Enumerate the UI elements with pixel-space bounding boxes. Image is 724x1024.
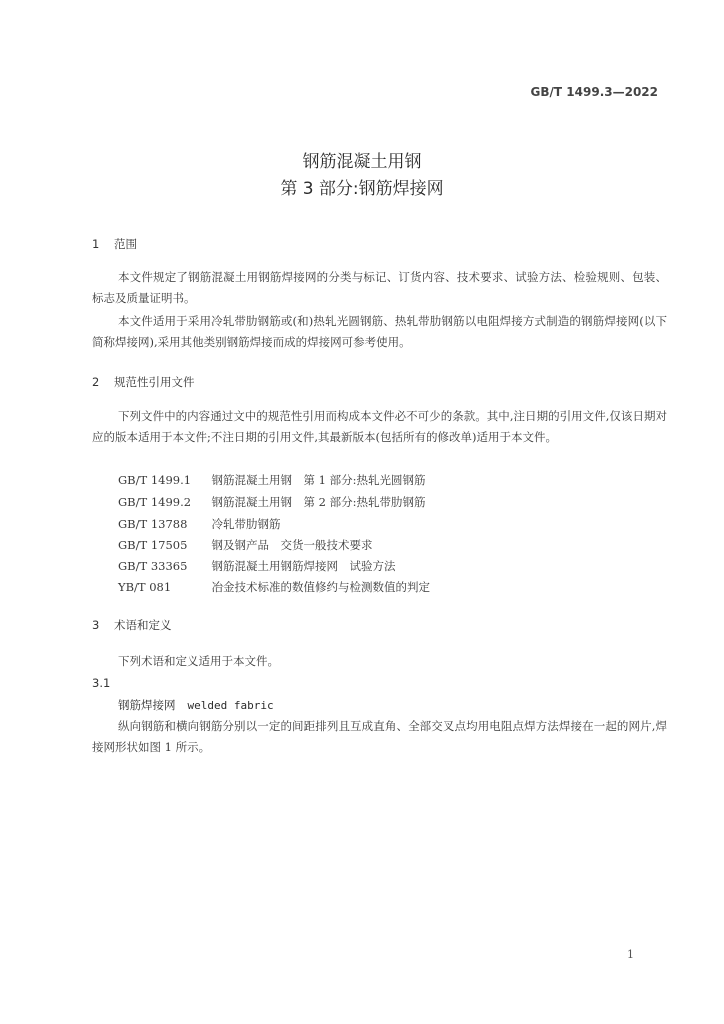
reference-title: 钢筋混凝土用钢 第 2 部分:热轧带肋钢筋 xyxy=(211,495,426,509)
reference-item xyxy=(118,472,426,488)
page-number: 1 xyxy=(627,948,634,961)
reference-item xyxy=(118,579,430,595)
section-2-heading xyxy=(92,374,195,390)
section-1-heading xyxy=(92,236,137,252)
reference-title: 冷轧带肋钢筋 xyxy=(211,517,281,531)
section-3-heading xyxy=(92,617,172,633)
section-title: 范围 xyxy=(114,237,137,251)
section-number: 1 xyxy=(92,237,100,251)
term-entry xyxy=(118,697,274,713)
section-number: 3 xyxy=(92,618,100,632)
reference-item xyxy=(118,558,396,574)
reference-item xyxy=(118,494,426,510)
reference-code: GB/T 1499.2 xyxy=(118,495,192,509)
term-definition: 纵向钢筋和横向钢筋分别以一定的间距排列且互成直角、全部交叉点均用电阻点焊方法焊接在一起的网片,焊接网形状如图 1 所示。 xyxy=(92,719,667,754)
reference-code: GB/T 33365 xyxy=(118,559,188,573)
reference-code: GB/T 17505 xyxy=(118,538,188,552)
term-name-cn: 钢筋焊接网 xyxy=(118,698,176,712)
reference-code: YB/T 081 xyxy=(118,580,172,594)
section-title: 规范性引用文件 xyxy=(114,375,195,389)
reference-item xyxy=(118,516,281,532)
term-name-en: welded fabric xyxy=(187,699,274,712)
terms-intro-paragraph: 下列术语和定义适用于本文件。 xyxy=(118,654,279,668)
reference-title: 冶金技术标准的数值修约与检测数值的判定 xyxy=(211,580,430,594)
term-number: 3.1 xyxy=(92,676,111,690)
reference-title: 钢筋混凝土用钢 第 1 部分:热轧光圆钢筋 xyxy=(211,473,426,487)
section-title: 术语和定义 xyxy=(114,618,172,632)
reference-code: GB/T 13788 xyxy=(118,517,188,531)
reference-code: GB/T 1499.1 xyxy=(118,473,192,487)
reference-item xyxy=(118,537,373,553)
scope-paragraph-1: 本文件规定了钢筋混凝土用钢筋焊接网的分类与标记、订货内容、技术要求、试验方法、检验规则、包装、标志及质量证明书。 xyxy=(92,270,667,305)
normative-references-paragraph: 下列文件中的内容通过文中的规范性引用而构成本文件必不可少的条款。其中,注日期的引用文件,仅该日期对应的版本适用于本文件;不注日期的引用文件,其最新版本(包括所有的修改单)适用于本文件。 xyxy=(92,409,667,444)
section-number: 2 xyxy=(92,375,100,389)
document-subtitle: 第 3 部分:钢筋焊接网 xyxy=(280,179,444,199)
reference-title: 钢及钢产品 交货一般技术要求 xyxy=(211,538,373,552)
reference-title: 钢筋混凝土用钢筋焊接网 试验方法 xyxy=(211,559,396,573)
document-title: 钢筋混凝土用钢 xyxy=(302,152,422,172)
standard-code: GB/T 1499.3—2022 xyxy=(530,85,658,99)
scope-paragraph-2: 本文件适用于采用冷轧带肋钢筋或(和)热轧光圆钢筋、热轧带肋钢筋以电阻焊接方式制造的钢筋焊接网(以下简称焊接网),采用其他类别钢筋焊接而成的焊接网可参考使用。 xyxy=(92,314,667,349)
